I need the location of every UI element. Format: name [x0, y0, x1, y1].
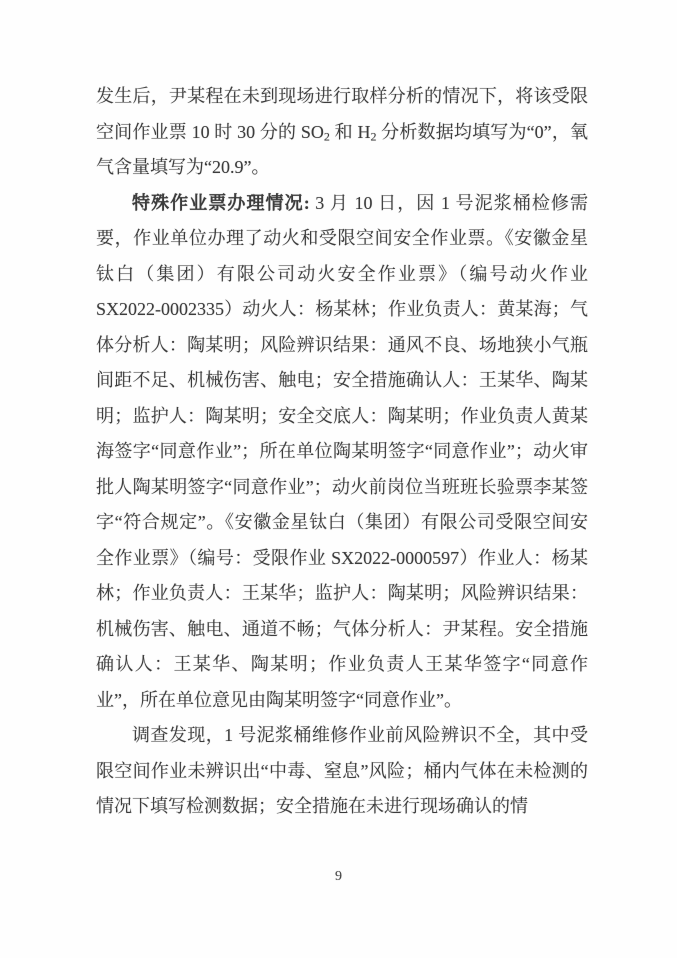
subscript-h2: 2 [370, 129, 377, 144]
paragraph-text: 发生后，尹某程在未到现场进行取样分析的情况下，将该受限空间作业票 10 时 30 分的 SO [96, 86, 588, 142]
paragraph-text: 分析数据均填写为“0”，氧气含量填写为“20.9”。 [96, 121, 588, 177]
subscript-so2: 2 [323, 129, 330, 144]
paragraph-text: 3 月 10 日，因 1 号泥浆桶检修需要，作业单位办理了动火和受限空间安全作业票。《安徽金星钛白（集团）有限公司动火安全作业票》（编号动火作业 SX2022-0002335）动火人：杨某林；作业负责人：黄某海；气体分析人：陶某明；风险辨识结果：通风不良、场地狭小气瓶间距不足、机械伤害、触电；安全措施确认人：王某华、陶某明；监护人：陶某明；安全交底人：陶某明；作业负责人黄某海签字“同意作业”；所在单位陶某明签字“同意作业”；动火审批人陶某明签字“同意作业”；动火前岗位当班班长验票李某签字“符合规定”。《安徽金星钛白（集团）有限公司受限空间安全作业票》（编号：受限作业 SX2022-0000597）作业人：杨某林；作业负责人：王某华；监护人：陶某明；风险辨识结果：机械伤害、触电、通道不畅；气体分析人：尹某程。安全措施确认人：王某华、陶某明；作业负责人王某华签字“同意作业”，所在单位意见由陶某明签字“同意作业”。 [96, 192, 588, 710]
paragraph-text: 和 H [329, 121, 371, 142]
paragraph-investigation-findings: 调查发现，1 号泥浆桶维修作业前风险辨识不全，其中受限空间作业未辨识出“中毒、窒息”风险；桶内气体在未检测的情况下填写检测数据；安全措施在未进行现场确认的情 [96, 725, 588, 816]
page-body-text [96, 79, 588, 825]
paragraph-continuation [96, 79, 588, 186]
page-number: 9 [335, 869, 342, 884]
section-heading: 特殊作业票办理情况: [132, 192, 310, 213]
paragraph-special-work-permits [96, 186, 588, 719]
